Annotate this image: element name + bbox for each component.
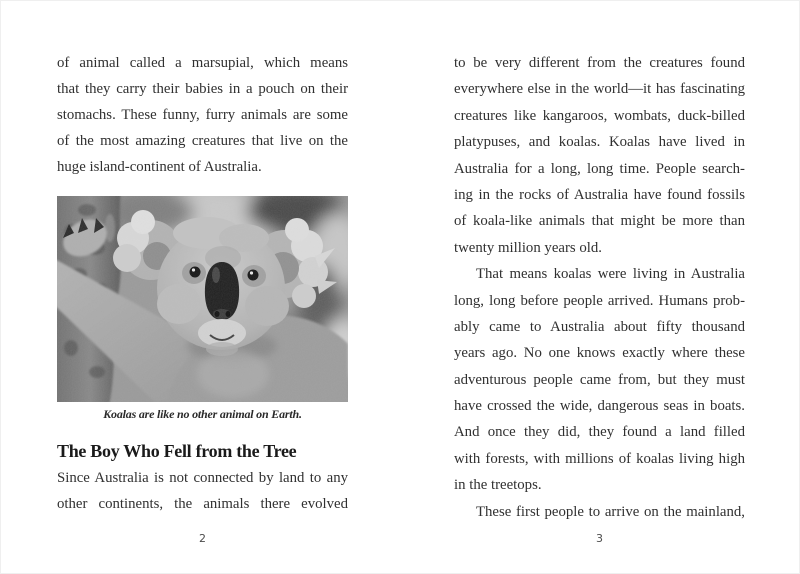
text-line: ably came to Australia about fifty thousand	[454, 318, 745, 335]
page-number-right: 3	[596, 532, 603, 545]
photo-caption: Koalas are like no other animal on Earth.	[103, 407, 302, 421]
text-line: of koala-like animals that might be more than	[454, 213, 745, 230]
paragraph-bottom	[57, 465, 348, 517]
page-number-left: 2	[199, 532, 206, 545]
text-line: other continents, the animals there evolved	[57, 496, 348, 512]
text-line: of animal called a marsupial, which means	[57, 55, 348, 71]
text-line: These first people to arrive on the mainland,	[476, 503, 745, 520]
text-line: That means koalas were living in Australia	[476, 266, 745, 283]
text-line: that they carry their babies in a pouch on their	[57, 81, 348, 97]
koala-photo-figure	[57, 196, 348, 422]
page-right	[454, 50, 745, 525]
text-line: to be very different from the creatures found	[454, 55, 745, 71]
text-line: Australia for a long, long time. People search-	[454, 160, 745, 177]
text-line: And once they did, they found a land filled	[454, 424, 745, 441]
koala-photo-illustration	[57, 196, 348, 402]
photo-grain-overlay	[57, 196, 348, 402]
text-line: everywhere else in the world—it has fascinating	[454, 81, 745, 98]
text-line: adventurous people came from, but they must	[454, 371, 745, 388]
text-line: huge island-continent of Australia.	[57, 159, 262, 175]
paragraph-right	[454, 50, 745, 525]
section-heading: The Boy Who Fell from the Tree	[57, 441, 297, 461]
text-line: platypuses, and koalas. Koalas have lived in	[454, 134, 745, 151]
text-line: in the treetops.	[454, 477, 542, 494]
text-line: stomachs. These funny, furry animals are some	[57, 107, 348, 123]
text-line: with forests, with millions of koalas living high	[454, 450, 745, 467]
koala-photo	[57, 196, 348, 402]
page-left	[57, 50, 348, 517]
text-line: creatures like kangaroos, wombats, duck-billed	[454, 107, 745, 124]
paragraph-top	[57, 50, 348, 180]
text-line: years ago. No one knows exactly where these	[454, 345, 745, 362]
text-line: ing in the rocks of Australia have found fossils	[454, 186, 745, 203]
text-line: long, long before people arrived. Humans prob-	[454, 292, 745, 309]
text-line: Since Australia is not connected by land to any	[57, 470, 348, 486]
text-line: have crossed the wide, dangerous seas in boats.	[454, 398, 745, 415]
text-line: of the most amazing creatures that live on the	[57, 133, 348, 149]
text-line: twenty million years old.	[454, 239, 602, 256]
